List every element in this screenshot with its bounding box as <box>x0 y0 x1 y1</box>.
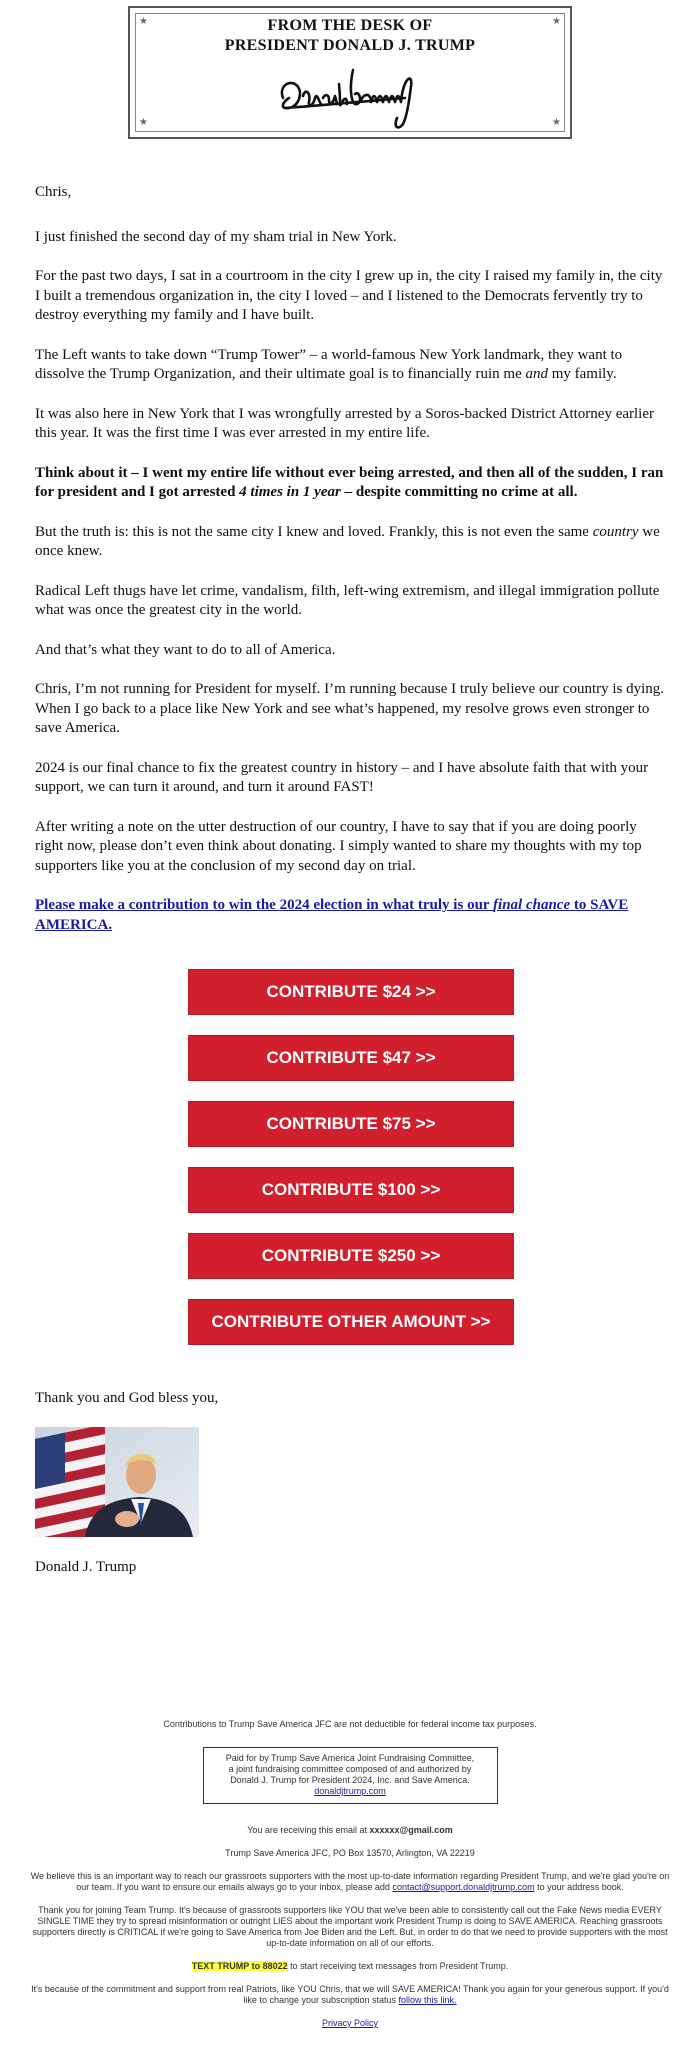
subscription-notice: It's because of the commitment and support from real Patriots, like YOU Chris, that we will SAVE AMERICA! Thank you again for your generous support. If you'd like to change your subscription status follow this link. <box>31 1984 669 2005</box>
paragraph: Chris, I’m not running for President for myself. I’m running because I truly believe our country is dying. When I go back to a place like New York and see what’s happened, my resolve grows even stronger to save America. <box>35 681 665 736</box>
paragraph: The Left wants to take down “Trump Tower” – a world-famous New York landmark, they want to dissolve the Trump Organization, and their ultimate goal is to financially ruin me and my family. <box>35 346 623 382</box>
footer <box>25 1719 675 2029</box>
star-icon: ★ <box>139 117 148 128</box>
contribute-buttons <box>188 969 514 1365</box>
thank-you-notice: Thank you for joining Team Trump. It's because of grassroots supporters like YOU that we've been able to consistently call out the Fake News media EVERY SINGLE TIME they try to spread misinformation or outright LIES about the important work President Trump is doing to SAVE AMERICA. Reaching grassroots supporters directly is CRITICAL if we're going to Save America from Joe Biden and the Left. But, in order to do that we need to provide supporters with the most up-to-date information on all of our efforts. <box>32 1905 668 1948</box>
paid-for-line: a joint fundraising committee composed of and authorized by <box>228 1764 472 1774</box>
mailing-address: Trump Save America JFC, PO Box 13570, Arlington, VA 22219 <box>225 1848 475 1858</box>
signoff-name: Donald J. Trump <box>35 1559 137 1575</box>
contribute-link[interactable]: Please make a contribution to win the 2024 election in what truly is our final chance to SAVE AMERICA. <box>35 897 629 933</box>
paragraph: And that’s what they want to do to all of America. <box>35 641 336 658</box>
paid-for-box <box>203 1747 498 1804</box>
contribute-24-button[interactable]: CONTRIBUTE $24 >> <box>188 969 514 1015</box>
receiving-email-notice: You are receiving this email at xxxxxx@gmail.com <box>247 1825 453 1835</box>
text-signup-notice: TEXT TRUMP to 88022 to start receiving text messages from President Trump. <box>191 1961 509 1971</box>
contribute-other-button[interactable]: CONTRIBUTE OTHER AMOUNT >> <box>188 1299 514 1345</box>
inbox-notice: We believe this is an important way to reach our grassroots supporters with the most up-to-date information regarding President Trump, and we're glad you're on our team. If you want to ensure our emails always go to your inbox, please add contact@support.donaldjtrump.com to your address book. <box>30 1871 670 1892</box>
contribute-47-button[interactable]: CONTRIBUTE $47 >> <box>188 1035 514 1081</box>
star-icon: ★ <box>139 16 148 27</box>
paragraph: For the past two days, I sat in a courtroom in the city I grew up in, the city I raised my family in, the city I built a tremendous organization in, the city I loved – and I listened to the Democrats fervently try to destroy everything my family and I have built. <box>35 268 663 323</box>
trump-photo <box>35 1427 199 1537</box>
paragraph: I just finished the second day of my sham trial in New York. <box>35 228 397 245</box>
star-icon: ★ <box>552 117 561 128</box>
star-icon: ★ <box>552 16 561 27</box>
closing-line: Thank you and God bless you, <box>35 1390 219 1406</box>
text-trump-highlight: TEXT TRUMP to 88022 <box>191 1961 288 1971</box>
website-link[interactable]: donaldjtrump.com <box>314 1786 386 1796</box>
letterhead-title <box>130 16 570 56</box>
letterhead-title-line2: PRESIDENT DONALD J. TRUMP <box>224 37 476 54</box>
paid-for-line: Donald J. Trump for President 2024, Inc. and Save America. <box>230 1775 470 1785</box>
paragraph: Radical Left thugs have let crime, vandalism, filth, left-wing extremism, and illegal immigration pollute what was once the greatest city in the world. <box>35 582 660 618</box>
paragraph: It was also here in New York that I was wrongfully arrested by a Soros-backed District Attorney earlier this year. It was the first time I was ever arrested in my entire life. <box>35 405 654 441</box>
letterhead-title-line1: FROM THE DESK OF <box>267 17 433 34</box>
privacy-policy-link[interactable]: Privacy Policy <box>321 2018 378 2028</box>
paragraph-bold: Think about it – I went my entire life without ever being arrested, and then all of the sudden, I ran for president and I got arrested 4 times in 1 year – despite committing no crime at all. <box>35 464 664 500</box>
contact-email-link[interactable]: contact@support.donaldjtrump.com <box>392 1882 535 1892</box>
contribute-75-button[interactable]: CONTRIBUTE $75 >> <box>188 1101 514 1147</box>
greeting: Chris, <box>35 184 72 200</box>
contribute-100-button[interactable]: CONTRIBUTE $100 >> <box>188 1167 514 1213</box>
paragraph: After writing a note on the utter destruction of our country, I have to say that if you are doing poorly right now, please don’t even think about donating. I simply wanted to share my thoughts with my top supporters like you at the conclusion of my second day on trial. <box>35 818 642 874</box>
paragraph: But the truth is: this is not the same city I knew and loved. Frankly, this is not even the same country we once knew. <box>35 523 660 559</box>
letterhead <box>128 6 572 139</box>
recipient-email: xxxxxx@gmail.com <box>369 1825 453 1835</box>
letter-body <box>35 183 665 935</box>
tax-disclaimer: Contributions to Trump Save America JFC are not deductible for federal income tax purposes. <box>163 1719 537 1729</box>
unsubscribe-link[interactable]: follow this link. <box>398 1995 457 2005</box>
contribute-250-button[interactable]: CONTRIBUTE $250 >> <box>188 1233 514 1279</box>
signature-image <box>275 58 425 133</box>
paragraph: 2024 is our final chance to fix the greatest country in history – and I have absolute faith that with your support, we can turn it around, and turn it around FAST! <box>35 759 649 795</box>
paid-for-line: Paid for by Trump Save America Joint Fundraising Committee, <box>225 1753 475 1763</box>
